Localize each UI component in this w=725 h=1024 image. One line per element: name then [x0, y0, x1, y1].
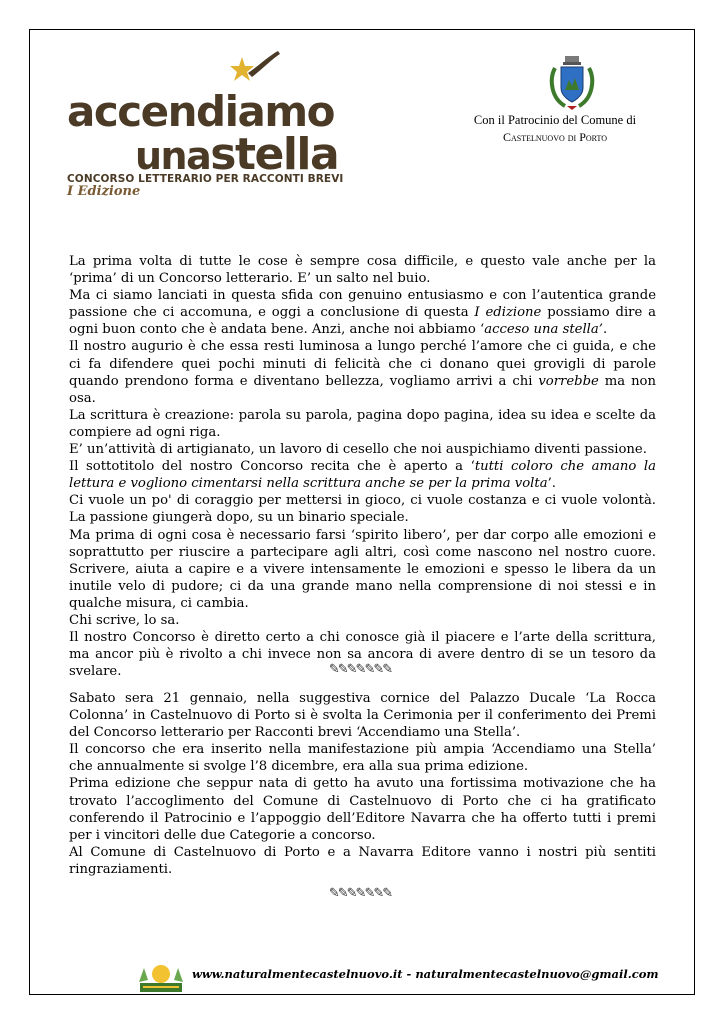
paragraph: Il concorso che era inserito nella manifestazione più ampia ‘Accendiamo una Stella’ che annualmente si svolge l’8 dicembre, era alla sua prima edizione. — [69, 742, 656, 775]
paragraph: La prima volta di tutte le cose è sempre cosa difficile, e questo vale anche per la ‘prima’ di un Concorso letterario. E’ un salto nel buio. — [69, 254, 656, 287]
paragraph: Chi scrive, lo sa. — [69, 612, 180, 628]
text-run: ma non osa. — [69, 373, 656, 406]
paragraph: Il nostro Concorso è diretto certo a chi conosce già il piacere e l’arte della scrittura, ma ancor più è rivolto a chi invece non sa ancora di avere dentro di se un tesoro da svelare. — [69, 630, 656, 680]
logo-word-una-stella — [135, 129, 339, 180]
paragraph — [69, 458, 656, 492]
text-run-italic: acceso una stella’ — [484, 322, 603, 338]
text-run: Il nostro augurio è che essa resti luminosa a lungo perché l’amore che ci guida, e che ci fa difendere quei pochi minuti di felicità che ci donano quei grovigli di parole quando prendono forma e diventano bellezza, vogliamo arrivi a chi — [69, 339, 656, 389]
contest-logo — [67, 49, 344, 204]
text-run: . — [602, 322, 608, 338]
association-logo-icon — [134, 962, 188, 994]
logo-word-stella: stella — [210, 129, 339, 180]
footer-contact: www.naturalmentecastelnuovo.it - naturalmentecastelnuovo@gmail.com — [192, 967, 659, 981]
text-run: possiamo dire a ogni buon conto che è andata bene. Anzi, anche noi abbiamo ‘ — [69, 305, 656, 338]
intro-section — [69, 253, 656, 680]
patronage-line-2: Castelnuovo di Porto — [502, 130, 608, 144]
coat-of-arms-icon — [547, 54, 597, 112]
edition-label: I Edizione — [67, 184, 141, 199]
text-run: Il sottotitolo del nostro Concorso recita che è aperto a ‘ — [69, 459, 475, 475]
paragraph: Prima edizione che seppur nata di getto ha avuto una fortissima motivazione che ha trovato l’accoglimento del Comune di Castelnuovo di Porto che ci ha gratificato conferendo il Patrocinio e l’appoggio dell’Editore Navarra che ha offerto tutti i premi per i vincitori delle due Categorie a concorso. — [69, 776, 656, 843]
text-run-italic: tutti coloro che amano la lettura e vogliono cimentarsi nella scrittura anche se per la prima volta — [69, 459, 657, 492]
ornament-divider: ✎✎✎✎✎✎✎ — [328, 886, 392, 901]
patronage-note — [450, 112, 660, 146]
text-run: Ma ci siamo lanciati in questa sfida con genuino entusiasmo e con l’autentica grande passione che ci accomuna, e oggi a conclusione di questa — [69, 288, 656, 321]
logo-word-una: una — [135, 134, 211, 178]
paragraph: Ci vuole un po' di coraggio per mettersi in gioco, ci vuole costanza e ci vuole volontà. La passione giungerà dopo, su un binario speciale. — [69, 493, 656, 526]
paragraph: Sabato sera 21 gennaio, nella suggestiva cornice del Palazzo Ducale ‘La Rocca Colonna’ in Castelnuovo di Porto si è svolta la Cerimonia per il conferimento dei Premi del Concorso letterario per Racconti brevi ‘Accendiamo una Stella’. — [69, 691, 656, 741]
paragraph: E’ un’attività di artigianato, un lavoro di cesello che noi auspichiamo diventi passione. — [69, 442, 647, 458]
ceremony-section — [69, 690, 656, 878]
text-run: ’. — [547, 476, 556, 492]
ornament-divider: ✎✎✎✎✎✎✎ — [328, 662, 392, 677]
patronage-line-1: Con il Patrocinio del Comune di — [473, 113, 637, 127]
text-run-italic: vorrebbe — [538, 373, 599, 389]
paragraph — [69, 338, 656, 406]
paragraph: Ma prima di ogni cosa è necessario farsi ‘spirito libero’, per dar corpo alle emozioni e soprattutto per riuscire a partecipare agli altri, così come nascono nel nostro cuore. Scrivere, aiuta a capire e a vivere intensamente le emozioni e spesso le libera da un inutile velo di pudore; ci da una grande mano nella comprensione di noi stessi e in qualche misura, ci cambia. — [69, 527, 656, 611]
text-run-italic: I edizione — [474, 305, 542, 321]
paragraph: Al Comune di Castelnuovo di Porto e a Navarra Editore vanno i nostri più sentiti ringraziamenti. — [69, 844, 656, 877]
logo-subtitle: CONCORSO LETTERARIO PER RACCONTI BREVI — [67, 173, 344, 185]
paragraph — [69, 287, 656, 338]
logo-word-accendiamo: accendiamo — [67, 87, 334, 136]
paragraph: La scrittura è creazione: parola su parola, pagina dopo pagina, idea su idea e scelte da compiere ad ogni riga. — [69, 407, 656, 440]
